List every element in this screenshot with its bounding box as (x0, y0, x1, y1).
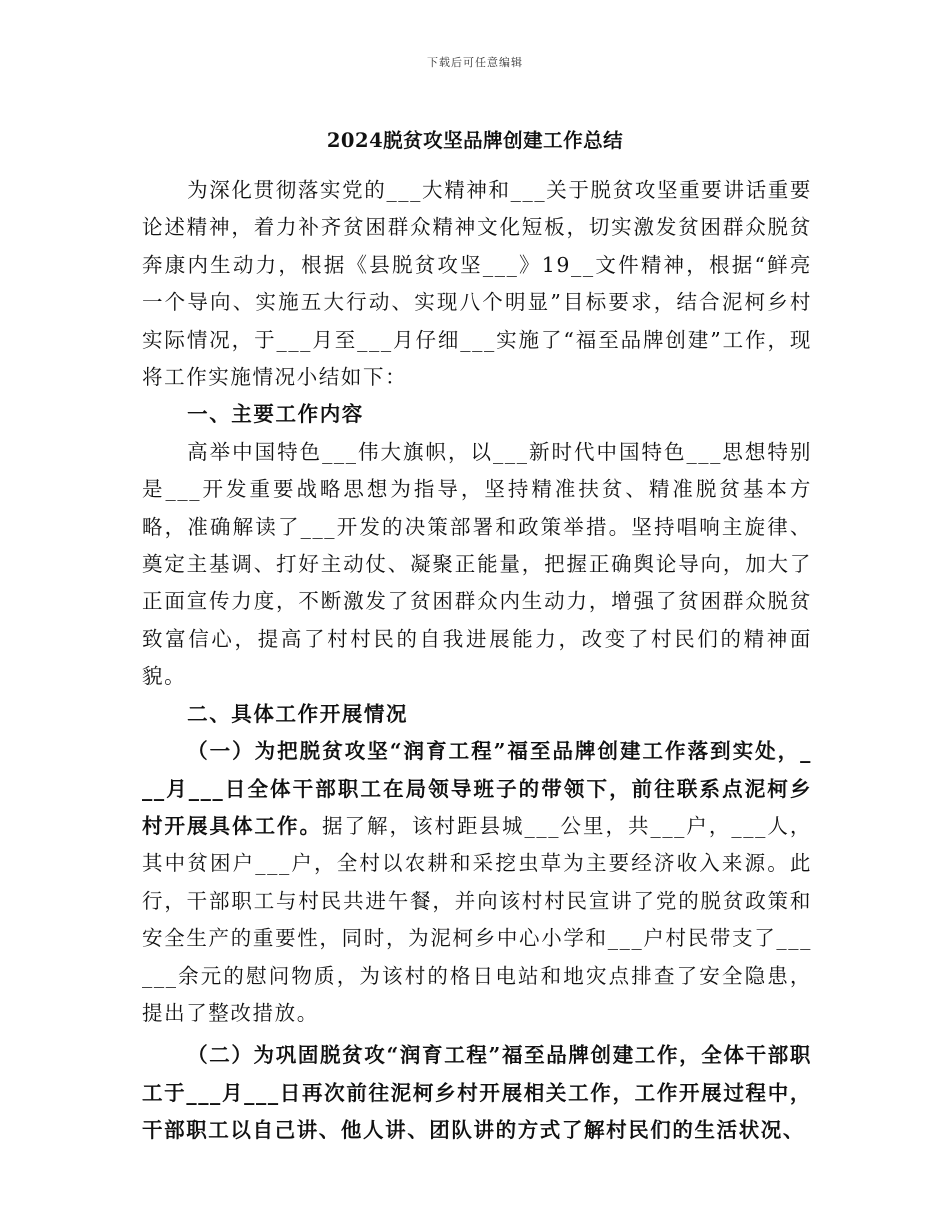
intro-paragraph: 为深化贯彻落实党的___大精神和___关于脱贫攻坚重要讲话重要论述精神，着力补齐贫困群众精神文化短板，切实激发贫困群众脱贫奔康内生动力，根据《县脱贫攻坚___》19__文件精神，根据“鲜亮一个导向、实施五大行动、实现八个明显”目标要求，结合泥柯乡村实际情况，于___月至___月仔细___实施了“福至品牌创建”工作，现将工作实施情况小结如下： (142, 178, 812, 390)
section-heading-main-content: 一、主要工作内容 (187, 402, 364, 427)
section-heading-work-status: 二、具体工作开展情况 (187, 701, 409, 726)
document-body (142, 172, 812, 1150)
header-note: 下载后可任意编辑 (427, 56, 523, 69)
subsection-1-bold-lead: （一）为把脱贫攻坚“润育工程”福至品牌创建工作落到实处，___月___日全体干部职工在局领导班子的带领下，前往联系点泥柯乡村开展具体工作。 (142, 739, 812, 838)
subsection-1-paragraph (142, 733, 812, 1032)
subsection-1-text: 据了解，该村距县城___公里，共___户，___人，其中贫困户___户，全村以农耕和采挖虫草为主要经济收入来源。此行，干部职工与村民共进午餐，并向该村村民宣讲了党的脱贫政策和安全生产的重要性，同时，为泥柯乡中心小学和___户村民带支了______余元的慰问物质，为该村的格日电站和地灾点排查了安全隐患，提出了整改措放。 (142, 813, 812, 1025)
subsection-2-paragraph: （二）为巩固脱贫攻“润育工程”福至品牌创建工作，全体干部职工于___月___日再次前往泥柯乡村开展相关工作，工作开展过程中，干部职工以自己讲、他人讲、团队讲的方式了解村民们的生活状况、 (142, 1043, 812, 1143)
document-title: 2024脱贫攻坚品牌创建工作总结 (326, 129, 624, 152)
main-content-paragraph: 高举中国特色___伟大旗帜，以___新时代中国特色___思想特别是___开发重要战略思想为指导，坚持精准扶贫、精准脱贫基本方略，准确解读了___开发的决策部署和政策举措。坚持唱响主旋律、奠定主基调、打好主动仗、凝聚正能量，把握正确舆论导向，加大了正面宣传力度，不断激发了贫困群众内生动力，增强了贫困群众脱贫致富信心，提高了村村民的自我进展能力，改变了村民们的精神面貌。 (142, 439, 812, 689)
